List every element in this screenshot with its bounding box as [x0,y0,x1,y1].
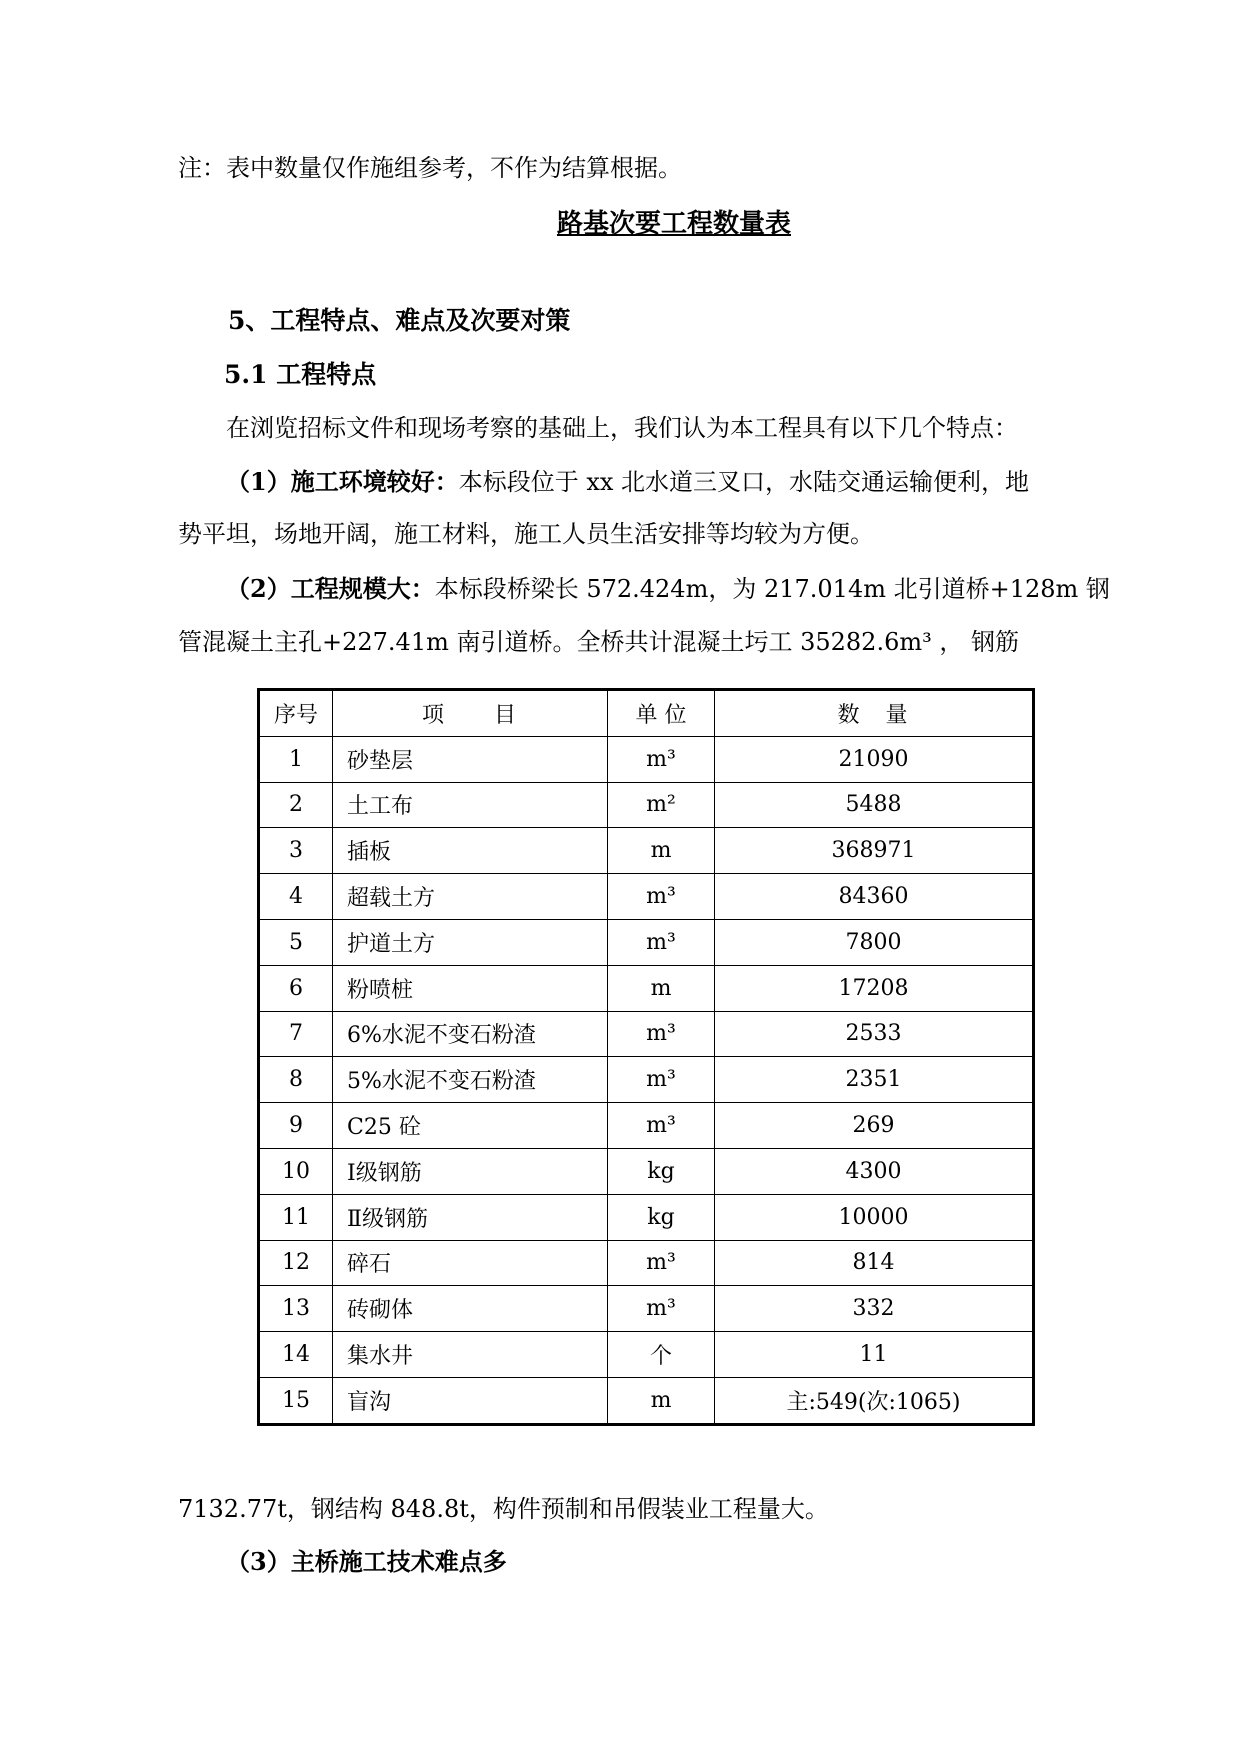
cell-item: Ⅱ级钢筋 [333,1194,608,1240]
cell-unit: m [608,1377,715,1424]
cell-qty: 368971 [715,828,1034,874]
cell-no: 2 [259,782,333,828]
point-2-text: 本标段桥梁长 572.424m，为 217.014m 北引道桥+128m 钢 [434,575,1110,603]
point-2-line-3: 7132.77t，钢结构 848.8t，构件预制和吊假装业工程量大。 [178,1495,829,1523]
cell-item: 超载土方 [333,874,608,920]
cell-unit: m³ [608,919,715,965]
point-2-label: （2）工程规模大： [226,574,435,603]
cell-item: Ⅰ级钢筋 [333,1148,608,1194]
cell-qty: 84360 [715,874,1034,920]
cell-qty: 814 [715,1240,1034,1286]
table-row [259,965,1034,1011]
cell-unit: 个 [608,1332,715,1378]
cell-item: 盲沟 [333,1377,608,1424]
cell-item: 砖砌体 [333,1286,608,1332]
point-1-line-2: 势平坦，场地开阔，施工材料，施工人员生活安排等均较为方便。 [178,520,874,548]
cell-unit: m [608,965,715,1011]
cell-unit: m³ [608,1011,715,1057]
cell-no: 5 [259,919,333,965]
point-1-label: （1）施工环境较好： [226,467,459,496]
cell-no: 4 [259,874,333,920]
cell-no: 9 [259,1103,333,1149]
cell-qty: 21090 [715,736,1034,782]
table-row [259,1377,1034,1424]
section-5-1-heading: 5.1 工程特点 [224,360,377,389]
table-row [259,1332,1034,1378]
cell-qty: 17208 [715,965,1034,1011]
cell-qty: 10000 [715,1194,1034,1240]
cell-item: 5%水泥不变石粉渣 [333,1057,608,1103]
cell-item: C25 砼 [333,1103,608,1149]
cell-qty: 269 [715,1103,1034,1149]
cell-no: 6 [259,965,333,1011]
table-row [259,874,1034,920]
cell-item: 砂垫层 [333,736,608,782]
cell-item: 插板 [333,828,608,874]
cell-unit: m³ [608,1286,715,1332]
section-5-heading: 5、工程特点、难点及次要对策 [228,306,571,335]
table-row [259,1057,1034,1103]
cell-qty: 2351 [715,1057,1034,1103]
cell-no: 13 [259,1286,333,1332]
table-note: 注：表中数量仅作施组参考，不作为结算根据。 [178,154,682,182]
cell-no: 12 [259,1240,333,1286]
cell-unit: m² [608,782,715,828]
cell-qty: 2533 [715,1011,1034,1057]
header-qty: 数 量 [715,690,1034,737]
table-row [259,1194,1034,1240]
point-3-heading: （3）主桥施工技术难点多 [226,1547,507,1576]
quantity-table [257,688,1035,1426]
cell-no: 3 [259,828,333,874]
cell-item: 土工布 [333,782,608,828]
cell-unit: m [608,828,715,874]
cell-qty: 11 [715,1332,1034,1378]
cell-unit: kg [608,1148,715,1194]
table-row [259,1011,1034,1057]
header-unit: 单 位 [608,690,715,737]
table-row [259,828,1034,874]
cell-no: 7 [259,1011,333,1057]
cell-unit: m³ [608,736,715,782]
cell-item: 6%水泥不变石粉渣 [333,1011,608,1057]
cell-item: 碎石 [333,1240,608,1286]
cell-qty: 332 [715,1286,1034,1332]
cell-no: 8 [259,1057,333,1103]
point-2-line-2: 管混凝土主孔+227.41m 南引道桥。全桥共计混凝土圬工 35282.6m³ ， 钢筋 [178,628,1019,656]
cell-qty: 4300 [715,1148,1034,1194]
intro-paragraph: 在浏览招标文件和现场考察的基础上，我们认为本工程具有以下几个特点： [226,414,1018,442]
table-row [259,736,1034,782]
cell-unit: m³ [608,874,715,920]
header-no: 序号 [259,690,333,737]
cell-qty: 主:549(次:1065) [715,1377,1034,1424]
cell-unit: m³ [608,1103,715,1149]
cell-item: 粉喷桩 [333,965,608,1011]
cell-qty: 5488 [715,782,1034,828]
table-row [259,1103,1034,1149]
point-1-text: 本标段位于 xx 北水道三叉口，水陆交通运输便利，地 [458,468,1030,496]
cell-no: 10 [259,1148,333,1194]
point-2-line-1 [226,569,1162,604]
table-row [259,1286,1034,1332]
cell-unit: m³ [608,1057,715,1103]
cell-item: 护道土方 [333,919,608,965]
cell-no: 1 [259,736,333,782]
table-row [259,1148,1034,1194]
cell-unit: m³ [608,1240,715,1286]
header-item: 项 目 [333,690,608,737]
table-title: 路基次要工程数量表 [556,209,791,239]
table-row [259,782,1034,828]
cell-item: 集水井 [333,1332,608,1378]
table-row [259,1240,1034,1286]
cell-qty: 7800 [715,919,1034,965]
cell-no: 11 [259,1194,333,1240]
table-header-row [259,690,1034,737]
point-1-line-1 [226,462,1162,497]
cell-no: 15 [259,1377,333,1424]
cell-unit: kg [608,1194,715,1240]
cell-no: 14 [259,1332,333,1378]
table-row [259,919,1034,965]
